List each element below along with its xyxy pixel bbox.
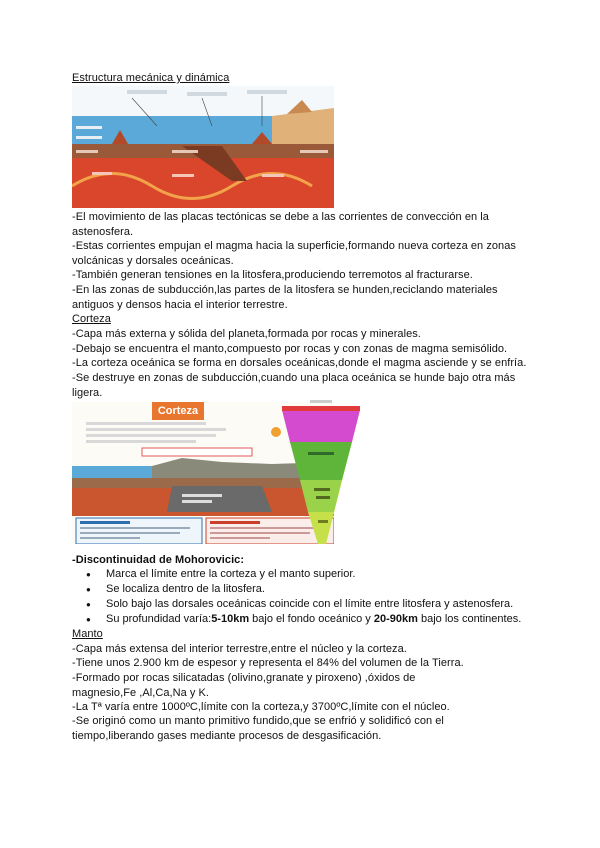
bullet-item: ● Se localiza dentro de la litosfera. <box>72 582 552 597</box>
paragraph-manto-4: -La Tª varía entre 1000ºC,límite con la corteza,y 3700ºC,límite con el núcleo. <box>72 701 450 713</box>
paragraph-corteza-3: -La corteza oceánica se forma en dorsales oceánicas,donde el magma asciende y se enfría. <box>72 357 527 369</box>
mohorovicic-bullet-list <box>72 567 552 627</box>
plate-tectonics-diagram <box>72 86 334 208</box>
section-title-mohorovicic: -Discontinuidad de Mohorovicic: <box>72 554 245 566</box>
paragraph-conveccion: -El movimiento de las placas tectónicas se debe a las corrientes de convección en la astenosfera. <box>72 211 489 238</box>
bullet-item: ● Marca el límite entre la corteza y el manto superior. <box>72 567 552 582</box>
earth-layers-illustration <box>262 396 362 548</box>
section-title-manto: Manto <box>72 628 103 640</box>
depth-prefix: Su profundidad varía: <box>106 613 212 625</box>
depth-middle: bajo el fondo oceánico y <box>249 613 374 625</box>
section-title-corteza: Corteza <box>72 313 111 325</box>
paragraph-subduccion: -En las zonas de subducción,las partes de la litosfera se hunden,reciclando materiales antiguos y densos hacia el interior terrestre. <box>72 284 498 311</box>
section-title-estructura: Estructura mecánica y dinámica <box>72 72 230 84</box>
depth-oceanic: 5-10km <box>211 613 250 625</box>
paragraph-magma: -Estas corrientes empujan el magma hacia la superficie,formando nueva corteza en zonas volcánicas y dorsales oceánicas. <box>72 240 516 267</box>
bullet-item-depth <box>72 612 552 627</box>
paragraph-manto-2: -Tiene unos 2.900 km de espesor y representa el 84% del volumen de la Tierra. <box>72 657 464 669</box>
paragraph-manto-1: -Capa más extensa del interior terrestre,entre el núcleo y la corteza. <box>72 643 407 655</box>
paragraph-corteza-1: -Capa más externa y sólida del planeta,formada por rocas y minerales. <box>72 328 421 340</box>
paragraph-corteza-2: -Debajo se encuentra el manto,compuesto por rocas y con zonas de magma semisólido. <box>72 343 508 355</box>
paragraph-manto-3: -Formado por rocas silicatadas (olivino,granate y piroxeno) ,óxidos de magnesio,Fe ,Al,Ca,Na y K. <box>72 672 416 699</box>
paragraph-corteza-4: -Se destruye en zonas de subducción,cuando una placa oceánica se hunde bajo otra más ligera. <box>72 372 516 399</box>
earth-layers-wedge <box>262 396 362 548</box>
paragraph-terremotos: -También generan tensiones en la litosfera,produciendo terremotos al fracturarse. <box>72 269 473 281</box>
corteza-figure-title: Corteza <box>157 405 199 417</box>
plate-tectonics-illustration <box>72 86 334 208</box>
bullet-item: ● Solo bajo las dorsales oceánicas coincide con el límite entre litosfera y astenosfera. <box>72 597 552 612</box>
depth-continental: 20-90km <box>373 613 418 625</box>
depth-suffix: bajo los continentes. <box>417 613 522 625</box>
paragraph-manto-5: -Se originó como un manto primitivo fundido,que se enfrió y solidificó con el tiempo,liberando gases mediante procesos de desgasificación. <box>72 715 444 742</box>
